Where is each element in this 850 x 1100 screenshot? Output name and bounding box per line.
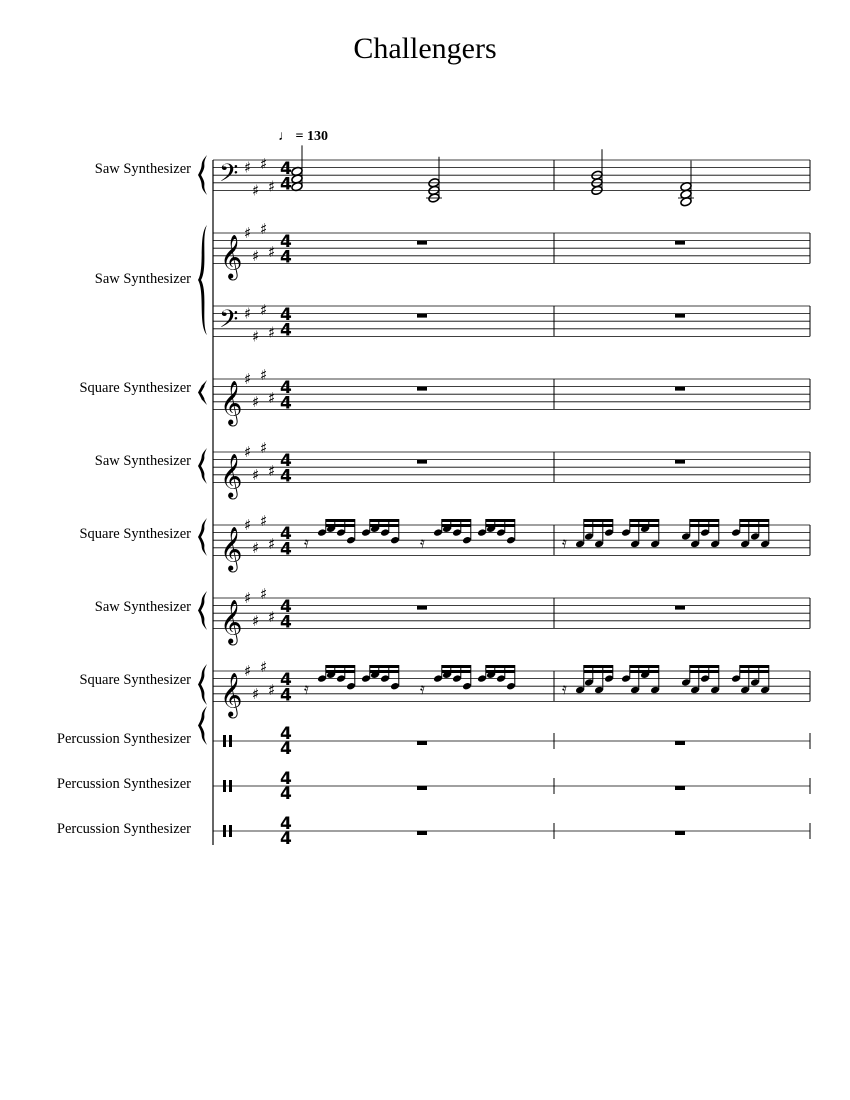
whole-rest-icon	[675, 314, 685, 318]
time-signature-numerator: 4	[280, 378, 292, 399]
sharp-icon: ♯	[260, 366, 268, 385]
whole-rest-icon	[417, 241, 427, 245]
whole-rest-icon	[417, 741, 427, 745]
beam	[442, 665, 471, 668]
time-signature-numerator: 4	[280, 670, 292, 691]
time-signature-denominator: 4	[280, 829, 292, 849]
beam	[326, 665, 355, 668]
sharp-icon: ♯	[260, 585, 268, 604]
sharp-icon: ♯	[268, 681, 276, 699]
beam	[486, 519, 515, 522]
whole-rest-icon	[675, 460, 685, 464]
time-signature-denominator: 4	[280, 784, 292, 804]
whole-rest-icon	[675, 241, 685, 245]
instrument-label-9: Percussion Synthesizer	[56, 776, 191, 792]
percussion-clef-icon	[229, 780, 232, 792]
beam	[740, 524, 769, 527]
beam	[690, 524, 719, 527]
beam	[690, 519, 719, 522]
percussion-clef-icon	[229, 825, 232, 837]
brace-staff-7	[198, 591, 207, 630]
sharp-icon: ♯	[260, 154, 268, 173]
whole-rest-icon	[417, 460, 427, 464]
whole-rest-icon	[675, 786, 685, 790]
whole-rest-icon	[675, 606, 685, 610]
sharp-icon: ♯	[268, 177, 276, 196]
tempo-value: = 130	[295, 129, 328, 144]
beam	[326, 524, 355, 527]
whole-rest-icon	[417, 606, 427, 610]
time-signature-denominator: 4	[280, 539, 292, 560]
time-signature-numerator: 4	[280, 159, 292, 180]
sharp-icon: ♯	[268, 462, 276, 480]
percussion-clef-icon	[223, 735, 226, 747]
sharp-icon: ♯	[260, 512, 268, 531]
beam	[690, 665, 719, 668]
whole-rest-icon	[417, 387, 427, 391]
instrument-label-10: Percussion Synthesizer	[56, 821, 191, 837]
sharp-icon: ♯	[244, 370, 252, 388]
beam	[630, 519, 659, 522]
beam	[326, 519, 355, 522]
beam	[326, 670, 355, 673]
sharp-icon: ♯	[268, 323, 276, 342]
treble-clef-icon: 𝄞	[220, 526, 243, 571]
score-title: Challengers	[353, 32, 497, 65]
beam	[486, 670, 515, 673]
beam	[690, 670, 719, 673]
instrument-label-5: Square Synthesizer	[79, 526, 191, 542]
time-signature-denominator: 4	[280, 612, 292, 633]
beam	[486, 665, 515, 668]
time-signature-denominator: 4	[280, 320, 292, 341]
beam	[584, 665, 613, 668]
bass-clef-icon: 𝄢	[219, 304, 239, 340]
sharp-icon: ♯	[252, 327, 260, 346]
sixteenth-rest-icon: 𝄿	[304, 532, 309, 552]
time-signature-denominator: 4	[280, 466, 292, 487]
brace-staff-6	[198, 518, 207, 556]
beam	[442, 524, 471, 527]
percussion-clef-icon	[223, 780, 226, 792]
percussion-clef-icon	[223, 825, 226, 837]
sharp-icon: ♯	[268, 535, 276, 553]
sixteenth-rest-icon: 𝄿	[420, 532, 425, 552]
brace-staff-1	[198, 155, 207, 195]
sharp-icon: ♯	[268, 243, 276, 261]
instrument-label-2: Saw Synthesizer	[94, 271, 191, 287]
time-signature-denominator: 4	[280, 393, 292, 414]
beam	[442, 519, 471, 522]
sixteenth-rest-icon: 𝄿	[420, 678, 425, 698]
beam	[584, 519, 613, 522]
instrument-label-6: Saw Synthesizer	[94, 599, 191, 615]
sharp-icon: ♯	[268, 608, 276, 626]
brace-percussion	[198, 706, 207, 745]
treble-clef-icon: 𝄞	[220, 453, 243, 498]
sharp-icon: ♯	[252, 181, 260, 200]
beam	[740, 519, 769, 522]
time-signature-numerator: 4	[280, 769, 292, 789]
beam	[370, 665, 399, 668]
brace-staff-5	[198, 448, 207, 484]
sharp-icon: ♯	[268, 389, 276, 407]
sharp-icon: ♯	[252, 465, 260, 484]
beam	[630, 670, 659, 673]
time-signature-numerator: 4	[280, 232, 292, 253]
whole-rest-icon	[417, 314, 427, 318]
sharp-icon: ♯	[260, 300, 268, 319]
beam	[486, 524, 515, 527]
beam	[740, 665, 769, 668]
instrument-label-7: Square Synthesizer	[79, 672, 191, 688]
sharp-icon: ♯	[244, 589, 252, 607]
treble-clef-icon: 𝄞	[220, 599, 243, 644]
time-signature-numerator: 4	[280, 814, 292, 834]
treble-clef-icon: 𝄞	[220, 380, 243, 425]
sharp-icon: ♯	[260, 439, 268, 458]
sixteenth-rest-icon: 𝄿	[562, 532, 567, 552]
brace-staff-8	[198, 664, 207, 705]
sharp-icon: ♯	[244, 158, 252, 177]
sharp-icon: ♯	[252, 684, 260, 703]
sharp-icon: ♯	[260, 658, 268, 677]
beam	[584, 670, 613, 673]
time-signature-denominator: 4	[280, 174, 292, 195]
time-signature-denominator: 4	[280, 739, 292, 759]
beam	[584, 524, 613, 527]
time-signature-numerator: 4	[280, 451, 292, 472]
sharp-icon: ♯	[252, 611, 260, 630]
sharp-icon: ♯	[244, 224, 252, 242]
sharp-icon: ♯	[244, 662, 252, 680]
whole-rest-icon	[675, 741, 685, 745]
beam	[740, 670, 769, 673]
percussion-clef-icon	[229, 735, 232, 747]
brace-staff-2-3	[198, 225, 207, 335]
sharp-icon: ♯	[252, 392, 260, 411]
whole-rest-icon	[417, 831, 427, 835]
time-signature-numerator: 4	[280, 305, 292, 326]
sharp-icon: ♯	[260, 220, 268, 239]
quarter-note-icon: ♩	[278, 129, 292, 144]
whole-rest-icon	[417, 786, 427, 790]
time-signature-denominator: 4	[280, 247, 292, 268]
sharp-icon: ♯	[252, 538, 260, 557]
bracket-staff-4	[198, 380, 207, 405]
beam	[630, 665, 659, 668]
sharp-icon: ♯	[244, 516, 252, 534]
instrument-label-4: Saw Synthesizer	[94, 453, 191, 469]
treble-clef-icon: 𝄞	[220, 234, 243, 279]
beam	[442, 670, 471, 673]
sharp-icon: ♯	[252, 246, 260, 265]
time-signature-numerator: 4	[280, 524, 292, 545]
sixteenth-rest-icon: 𝄿	[562, 678, 567, 698]
beam	[370, 670, 399, 673]
treble-clef-icon: 𝄞	[220, 672, 243, 717]
instrument-label-1: Saw Synthesizer	[94, 161, 191, 177]
beam	[370, 524, 399, 527]
beam	[630, 524, 659, 527]
time-signature-denominator: 4	[280, 685, 292, 706]
whole-rest-icon	[675, 387, 685, 391]
bass-clef-icon: 𝄢	[219, 158, 239, 194]
instrument-label-3: Square Synthesizer	[79, 380, 191, 396]
whole-rest-icon	[675, 831, 685, 835]
time-signature-numerator: 4	[280, 597, 292, 618]
instrument-label-8: Percussion Synthesizer	[56, 731, 191, 747]
beam	[370, 519, 399, 522]
sharp-icon: ♯	[244, 304, 252, 323]
sharp-icon: ♯	[244, 443, 252, 461]
time-signature-numerator: 4	[280, 724, 292, 744]
sixteenth-rest-icon: 𝄿	[304, 678, 309, 698]
